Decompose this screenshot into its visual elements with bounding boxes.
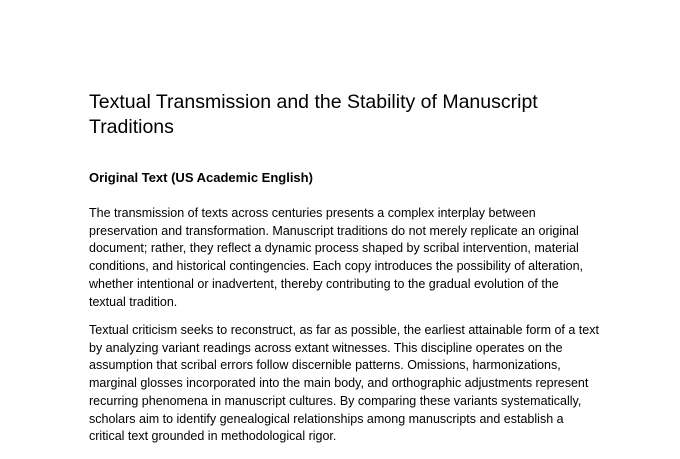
body-paragraph-1: The transmission of texts across centuries presents a complex interplay between preservation and transformation. Manuscript traditions do not merely replicate an original document; rather, they reflect a dynamic process shaped by scribal intervention, material conditions, and historical contingencies. Each copy introduces the possibility of alteration, whether intentional or inadvertent, thereby contributing to the gradual evolution of the textual tradition. xyxy=(89,206,584,309)
document-title: Textual Transmission and the Stability of Manuscript Traditions xyxy=(89,91,538,138)
section-heading: Original Text (US Academic English) xyxy=(89,170,313,185)
body-paragraph-2: Textual criticism seeks to reconstruct, as far as possible, the earliest attainable form of a text by analyzing variant readings across extant witnesses. This discipline operates on the assumption that scribal errors follow discernible patterns. Omissions, harmonizations, marginal glosses incorporated into the main body, and orthographic adjustments represent recurring phenomena in manuscript cultures. By comparing these variants systematically, scholars aim to identify genealogical relationships among manuscripts and establish a critical text grounded in methodological rigor. xyxy=(89,323,599,444)
